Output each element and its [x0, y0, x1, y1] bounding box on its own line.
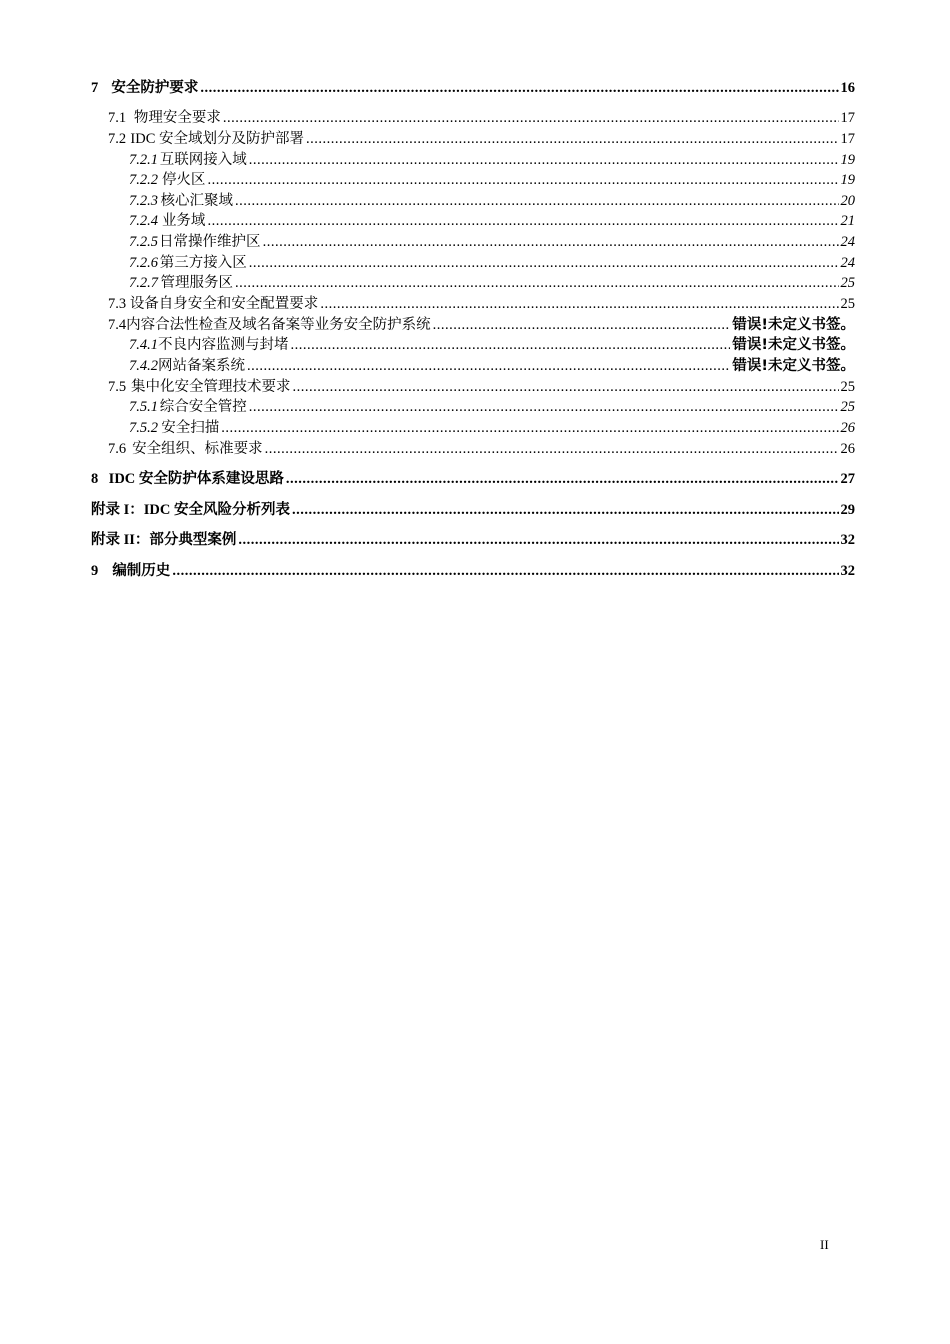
toc-entry-7-1[interactable]	[108, 109, 855, 127]
toc-title: 内容合法性检查及域名备案等业务安全防护系统	[126, 317, 431, 333]
toc-entry-appendix-2[interactable]	[91, 531, 855, 549]
toc-number: 7.2.2	[129, 172, 158, 188]
toc-entry-7-4[interactable]	[108, 316, 855, 334]
toc-page: 25	[840, 399, 855, 415]
toc-page-error: 错误!未定义书签。	[732, 337, 855, 353]
leader-dots	[235, 274, 839, 292]
toc-entry-7-4-2[interactable]	[129, 357, 855, 375]
leader-dots	[235, 192, 839, 210]
toc-number: 7.5.1	[129, 399, 158, 415]
toc-number: 8	[91, 471, 99, 487]
leader-dots	[200, 79, 838, 97]
toc-title: 安全防护要求	[111, 80, 199, 96]
toc-page: 19	[840, 152, 855, 168]
toc-title: 编制历史	[112, 563, 171, 579]
toc-title: 互联网接入域	[159, 152, 247, 168]
toc-title: 业务域	[161, 213, 206, 229]
toc-number: 7.5.2	[129, 420, 158, 436]
toc-number: 9	[91, 563, 99, 579]
toc-title: 物理安全要求	[133, 110, 221, 126]
toc-page: 26	[840, 441, 855, 457]
toc-title: IDC 安全防护体系建设思路	[108, 471, 284, 487]
toc-number: 7.2.3	[129, 193, 158, 209]
toc-page: 25	[840, 379, 855, 395]
toc-title: 设备自身安全和安全配置要求	[129, 296, 319, 312]
toc-number: 7	[91, 80, 99, 96]
toc-number: 7.4.2	[129, 358, 158, 374]
toc-title: 安全扫描	[161, 420, 220, 436]
leader-dots	[433, 316, 731, 334]
leader-dots	[249, 398, 839, 416]
toc-entry-7-3[interactable]	[108, 295, 855, 313]
leader-dots	[221, 419, 838, 437]
toc-entry-7-6[interactable]	[108, 440, 855, 458]
leader-dots	[223, 109, 839, 127]
toc-title: 附录 II：部分典型案例	[91, 532, 237, 548]
toc-number: 7.4.1	[129, 337, 158, 353]
toc-entry-7-5[interactable]	[108, 378, 855, 396]
toc-entry-9[interactable]	[91, 562, 855, 580]
toc-entry-7-2-6[interactable]	[129, 254, 855, 272]
toc-entry-7-2-3[interactable]	[129, 192, 855, 210]
toc-page: 32	[840, 563, 855, 579]
toc-page: 16	[840, 80, 855, 96]
toc-page: 29	[840, 502, 855, 518]
toc-number: 7.4	[108, 317, 127, 333]
leader-dots	[207, 212, 838, 230]
leader-dots	[291, 336, 731, 354]
toc-entry-7-2-7[interactable]	[129, 274, 855, 292]
toc-title: 集中化安全管理技术要求	[130, 379, 291, 395]
leader-dots	[207, 171, 838, 189]
toc-number: 7.2.4	[129, 213, 158, 229]
toc-number: 7.2.6	[129, 255, 158, 271]
leader-dots	[292, 501, 839, 519]
toc-page: 21	[840, 213, 855, 229]
toc-entry-8[interactable]	[91, 470, 855, 488]
toc-title: 第三方接入区	[159, 255, 247, 271]
toc-entry-7-2-1[interactable]	[129, 151, 855, 169]
toc-entry-7-5-1[interactable]	[129, 398, 855, 416]
toc-entry-7-4-1[interactable]	[129, 336, 855, 354]
leader-dots	[292, 378, 838, 396]
toc-title: 网站备案系统	[158, 358, 245, 374]
toc-page-error: 错误!未定义书签。	[732, 317, 855, 333]
toc-page: 19	[840, 172, 855, 188]
toc-page-error: 错误!未定义书签。	[732, 358, 855, 374]
leader-dots	[247, 357, 730, 375]
toc-entry-7-2-2[interactable]	[129, 171, 855, 189]
leader-dots	[306, 130, 838, 148]
page-number: II	[820, 1237, 829, 1252]
toc-number: 7.2.7	[129, 275, 158, 291]
toc-page: 25	[840, 275, 855, 291]
toc-number: 7.2.5	[129, 234, 158, 250]
toc-title: 不良内容监测与封堵	[158, 337, 289, 353]
toc-page: 17	[840, 110, 855, 126]
toc-title: 停火区	[161, 172, 206, 188]
toc-page: 17	[840, 131, 855, 147]
toc-number: 7.2.1	[129, 152, 158, 168]
toc-title: 核心汇聚域	[160, 193, 233, 209]
toc-entry-7[interactable]	[91, 79, 855, 97]
leader-dots	[172, 562, 838, 580]
toc-page: 32	[840, 532, 855, 548]
toc-number: 7.2	[108, 131, 127, 147]
toc-title: 安全组织、标准要求	[132, 441, 263, 457]
toc-entry-7-2-5[interactable]	[129, 233, 855, 251]
leader-dots	[286, 470, 839, 488]
leader-dots	[249, 151, 839, 169]
toc-page: 24	[840, 255, 855, 271]
toc-page: 25	[840, 296, 855, 312]
toc-number: 7.6	[108, 441, 127, 457]
toc-entry-7-2-4[interactable]	[129, 212, 855, 230]
toc-title: IDC 安全域划分及防护部署	[130, 131, 305, 147]
toc-number: 7.3	[108, 296, 127, 312]
toc-title: 日常操作维护区	[159, 234, 261, 250]
toc-title: 管理服务区	[160, 275, 233, 291]
leader-dots	[238, 531, 838, 549]
toc-number: 7.1	[108, 110, 127, 126]
toc-page: 24	[840, 234, 855, 250]
toc-page: 26	[840, 420, 855, 436]
toc-number: 7.5	[108, 379, 127, 395]
toc-entry-7-5-2[interactable]	[129, 419, 855, 437]
toc-title: 附录 I：IDC 安全风险分析列表	[91, 502, 290, 518]
toc-entry-appendix-1[interactable]	[91, 501, 855, 519]
toc-page: 27	[840, 471, 855, 487]
leader-dots	[320, 295, 838, 313]
leader-dots	[249, 254, 839, 272]
toc-title: 综合安全管控	[159, 399, 247, 415]
leader-dots	[265, 440, 839, 458]
toc-page: 20	[840, 193, 855, 209]
leader-dots	[263, 233, 839, 251]
toc-entry-7-2[interactable]	[108, 130, 855, 148]
